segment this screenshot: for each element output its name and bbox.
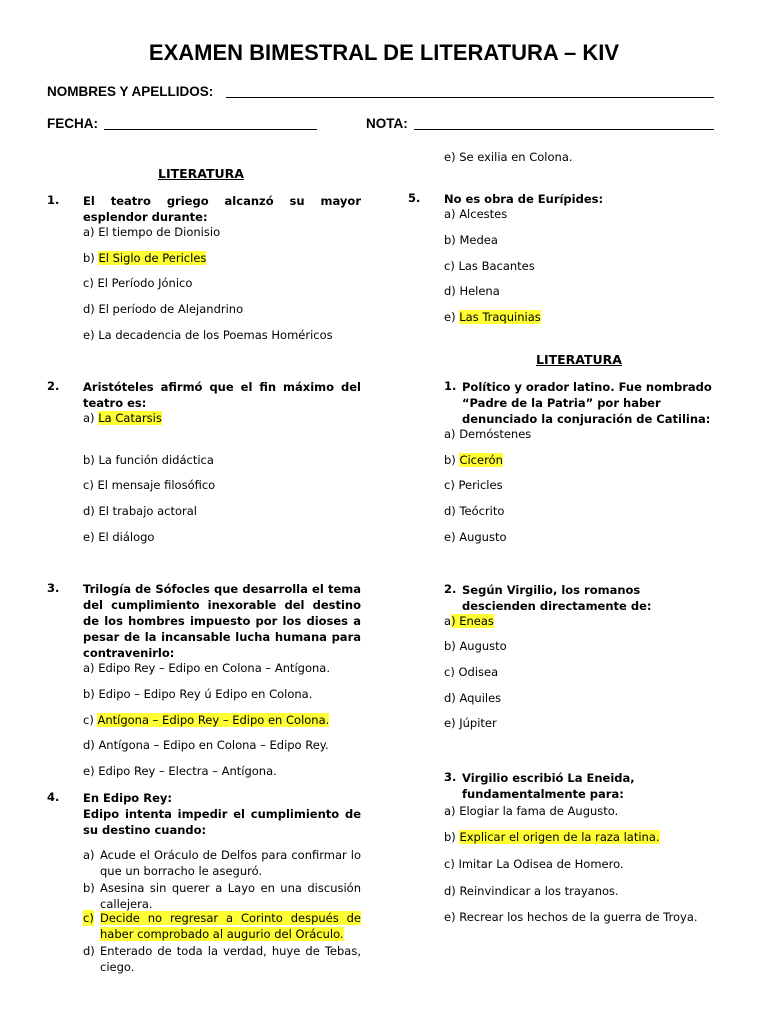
q1-option-e[interactable]: e) La decadencia de los Poemas Homéricos: [83, 328, 333, 342]
q5-option-c[interactable]: c) Las Bacantes: [444, 259, 535, 273]
section-title-right: LITERATURA: [536, 352, 622, 367]
question-2-text: Aristóteles afirmó que el fin máximo del teatro es:: [83, 380, 361, 410]
q1-option-a[interactable]: a) El tiempo de Dionisio: [83, 225, 221, 239]
option-letter: e): [444, 310, 460, 324]
q4-option-e[interactable]: e) Se exilia en Colona.: [444, 150, 573, 164]
q1-option-b[interactable]: [83, 251, 206, 265]
r1-option-e[interactable]: e) Augusto: [444, 530, 507, 544]
question-2-number: 2.: [47, 379, 60, 393]
r1-option-a[interactable]: a) Demóstenes: [444, 427, 532, 441]
highlighted-answer: Antígona – Edipo Rey – Edipo en Colona.: [97, 713, 330, 727]
question-1-number: 1.: [47, 193, 60, 207]
r3-option-b[interactable]: [444, 830, 660, 844]
option-letter: c): [83, 713, 98, 727]
q2-option-d[interactable]: d) El trabajo actoral: [83, 504, 197, 518]
highlighted-answer: ) Eneas: [451, 614, 494, 628]
q3-option-a[interactable]: a) Edipo Rey – Edipo en Colona – Antígona.: [83, 661, 331, 675]
q4-option-c[interactable]: [83, 910, 361, 942]
option-letter: b): [444, 830, 460, 844]
r2-option-d[interactable]: d) Aquiles: [444, 691, 502, 705]
r2-option-c[interactable]: c) Odisea: [444, 665, 499, 679]
highlighted-answer: Explicar el origen de la raza latina.: [459, 830, 660, 844]
question-r3-text: Virgilio escribió La Eneida, fundamentalmente para:: [462, 771, 635, 801]
names-blank-line[interactable]: [226, 97, 714, 98]
names-label: NOMBRES Y APELLIDOS:: [47, 84, 214, 99]
question-4-intro: En Edipo Rey:: [83, 791, 172, 805]
question-5-number: 5.: [408, 191, 421, 205]
grade-label: NOTA:: [366, 116, 408, 131]
r2-option-b[interactable]: b) Augusto: [444, 639, 507, 653]
option-letter: b): [83, 881, 95, 895]
highlighted-answer: Las Traquinias: [459, 310, 541, 324]
highlighted-answer: La Catarsis: [98, 411, 162, 425]
option-letter: a): [83, 848, 95, 862]
question-r2-number: 2.: [444, 582, 457, 596]
option-letter: a: [444, 614, 452, 628]
question-r2-text: Según Virgilio, los romanos descienden directamente de:: [462, 583, 652, 613]
question-1-text: El teatro griego alcanzó su mayor esplendor durante:: [83, 194, 361, 224]
q3-option-e[interactable]: e) Edipo Rey – Electra – Antígona.: [83, 764, 277, 778]
q4-option-a[interactable]: [83, 847, 361, 879]
r3-option-e[interactable]: e) Recrear los hechos de la guerra de Troya.: [444, 910, 698, 924]
q3-option-c[interactable]: [83, 713, 329, 727]
option-letter: b): [444, 453, 460, 467]
q5-option-a[interactable]: a) Alcestes: [444, 207, 508, 221]
highlighted-answer: Cicerón: [459, 453, 503, 467]
q2-option-a[interactable]: [83, 411, 162, 425]
q5-option-d[interactable]: d) Helena: [444, 284, 500, 298]
q1-option-d[interactable]: d) El período de Alejandrino: [83, 302, 244, 316]
question-3-number: 3.: [47, 581, 60, 595]
q5-option-e[interactable]: [444, 310, 541, 324]
question-3-text: Trilogía de Sófocles que desarrolla el tema del cumplimiento inexorable del destino de los hombres impuesto por los dioses a pesar de la incansable lucha humana para contravenirlo:: [83, 582, 361, 660]
r3-option-c[interactable]: c) Imitar La Odisea de Homero.: [444, 857, 624, 871]
r1-option-b[interactable]: [444, 453, 503, 467]
date-label: FECHA:: [47, 116, 98, 131]
q2-option-b[interactable]: b) La función didáctica: [83, 453, 214, 467]
section-title-left: LITERATURA: [158, 166, 244, 181]
r3-option-d[interactable]: d) Reinvindicar a los trayanos.: [444, 884, 619, 898]
q1-option-c[interactable]: c) El Período Jónico: [83, 276, 193, 290]
option-letter: d): [83, 944, 95, 958]
q2-option-c[interactable]: c) El mensaje filosófico: [83, 478, 216, 492]
r2-option-a[interactable]: [444, 614, 494, 628]
highlighted-answer: El Siglo de Pericles: [98, 251, 207, 265]
highlighted-answer: Decide no regresar a Corinto después de haber comprobado al augurio del Oráculo.: [100, 911, 361, 941]
grade-blank-line[interactable]: [414, 129, 714, 130]
r1-option-d[interactable]: d) Teócrito: [444, 504, 505, 518]
r1-option-c[interactable]: c) Pericles: [444, 478, 503, 492]
q4-option-b[interactable]: [83, 880, 361, 912]
question-4-text: Edipo intenta impedir el cumplimiento de su destino cuando:: [83, 807, 361, 837]
option-text: Acude el Oráculo de Delfos para confirmar lo que un borracho le aseguró.: [100, 848, 361, 878]
question-r1-number: 1.: [444, 379, 457, 393]
question-r1-text: Político y orador latino. Fue nombrado “Padre de la Patria” por haber denunciado la conjuración de Catilina:: [462, 380, 712, 426]
q5-option-b[interactable]: b) Medea: [444, 233, 498, 247]
option-letter: a): [83, 411, 99, 425]
option-letter: b): [83, 251, 99, 265]
exam-title: EXAMEN BIMESTRAL DE LITERATURA – KIV: [148, 40, 620, 65]
q4-option-d[interactable]: [83, 943, 361, 975]
date-blank-line[interactable]: [104, 129, 317, 130]
question-r3-number: 3.: [444, 770, 457, 784]
option-text: Asesina sin querer a Layo en una discusión callejera.: [100, 881, 361, 911]
option-letter: c): [83, 911, 94, 925]
option-text: Enterado de toda la verdad, huye de Tebas, ciego.: [100, 944, 361, 974]
r3-option-a[interactable]: a) Elogiar la fama de Augusto.: [444, 804, 619, 818]
r2-option-e[interactable]: e) Júpiter: [444, 716, 497, 730]
q3-option-b[interactable]: b) Edipo – Edipo Rey ú Edipo en Colona.: [83, 687, 313, 701]
question-5-text: No es obra de Eurípides:: [444, 192, 604, 206]
q3-option-d[interactable]: d) Antígona – Edipo en Colona – Edipo Rey.: [83, 738, 329, 752]
q2-option-e[interactable]: e) El diálogo: [83, 530, 155, 544]
question-4-number: 4.: [47, 790, 60, 804]
